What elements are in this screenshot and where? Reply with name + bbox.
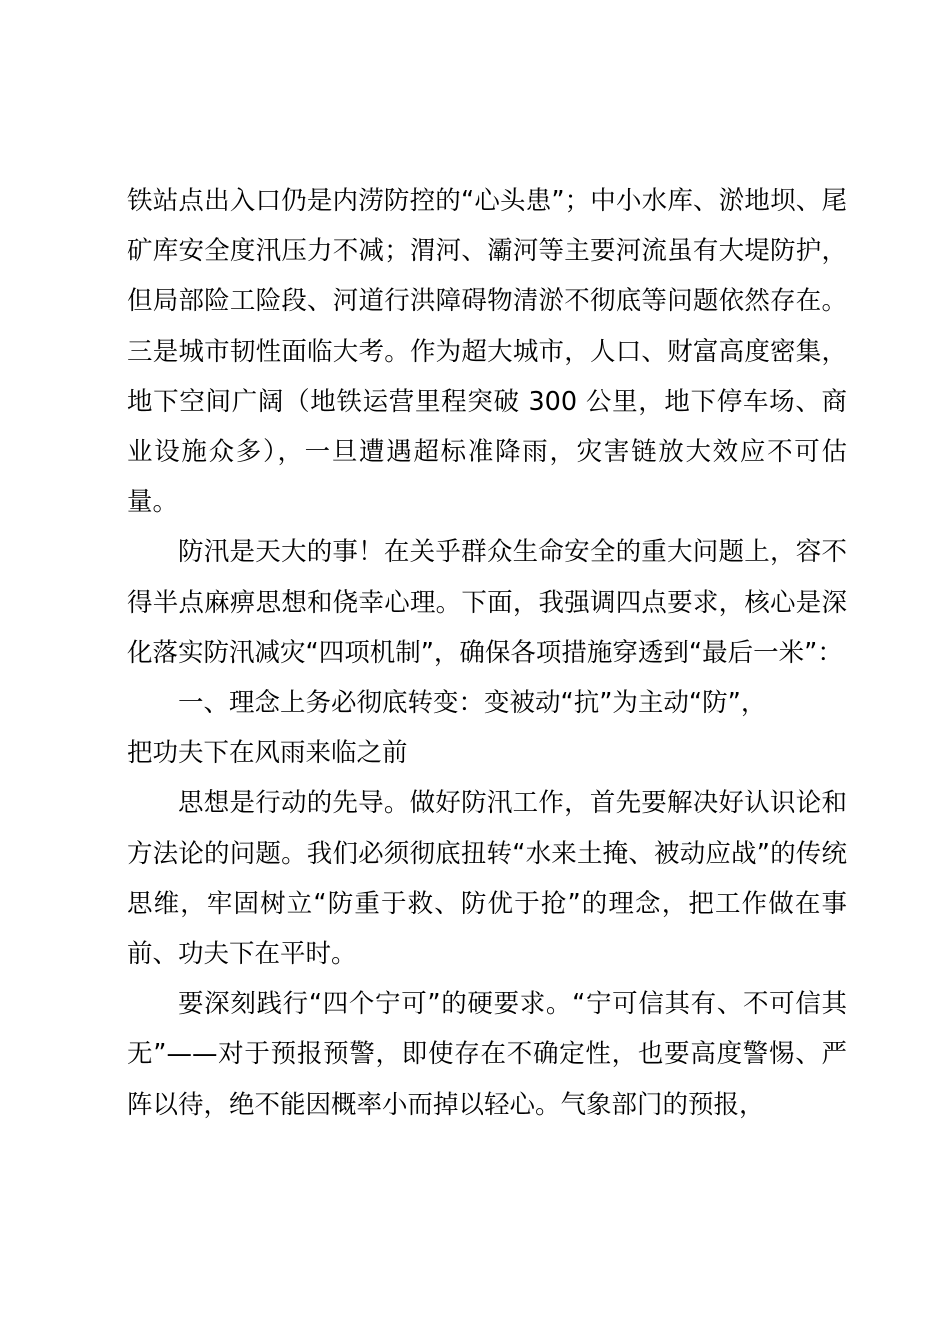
body-paragraph: 要深刻践行“四个宁可”的硬要求。“宁可信其有、不可信其无”——对于预报预警，即使存在不确定性，也要高度警惕、严阵以待，绝不能因概率小而掉以轻心。气象部门的预报， bbox=[127, 989, 847, 1120]
body-paragraph: 思想是行动的先导。做好防汛工作，首先要解决好认识论和方法论的问题。我们必须彻底扭转“水来土掩、被动应战”的传统思维，牢固树立“防重于救、防优于抢”的理念，把工作做在事前、功夫下在平时。 bbox=[127, 788, 847, 970]
section-heading-line: 一、理念上务必彻底转变：变被动“抗”为主动“防”， bbox=[178, 688, 767, 719]
document-body bbox=[127, 176, 847, 1130]
section-heading bbox=[127, 678, 847, 778]
body-paragraph: 防汛是天大的事！在关乎群众生命安全的重大问题上，容不得半点麻痹思想和侥幸心理。下面，我强调四点要求，核心是深化落实防汛减灾“四项机制”，确保各项措施穿透到“最后一米”： bbox=[127, 537, 847, 668]
section-heading-line: 把功夫下在风雨来临之前 bbox=[127, 738, 408, 769]
body-paragraph: 铁站点出入口仍是内涝防控的“心头患”；中小水库、淤地坝、尾矿库安全度汛压力不减；渭河、灞河等主要河流虽有大堤防护，但局部险工险段、河道行洪障碍物清淤不彻底等问题依然存在。三是城市韧性面临大考。作为超大城市，人口、财富高度密集，地下空间广阔（地铁运营里程突破 300 公里，地下停车场、商业设施众多），一旦遭遇超标准降雨，灾害链放大效应不可估量。 bbox=[127, 186, 847, 518]
